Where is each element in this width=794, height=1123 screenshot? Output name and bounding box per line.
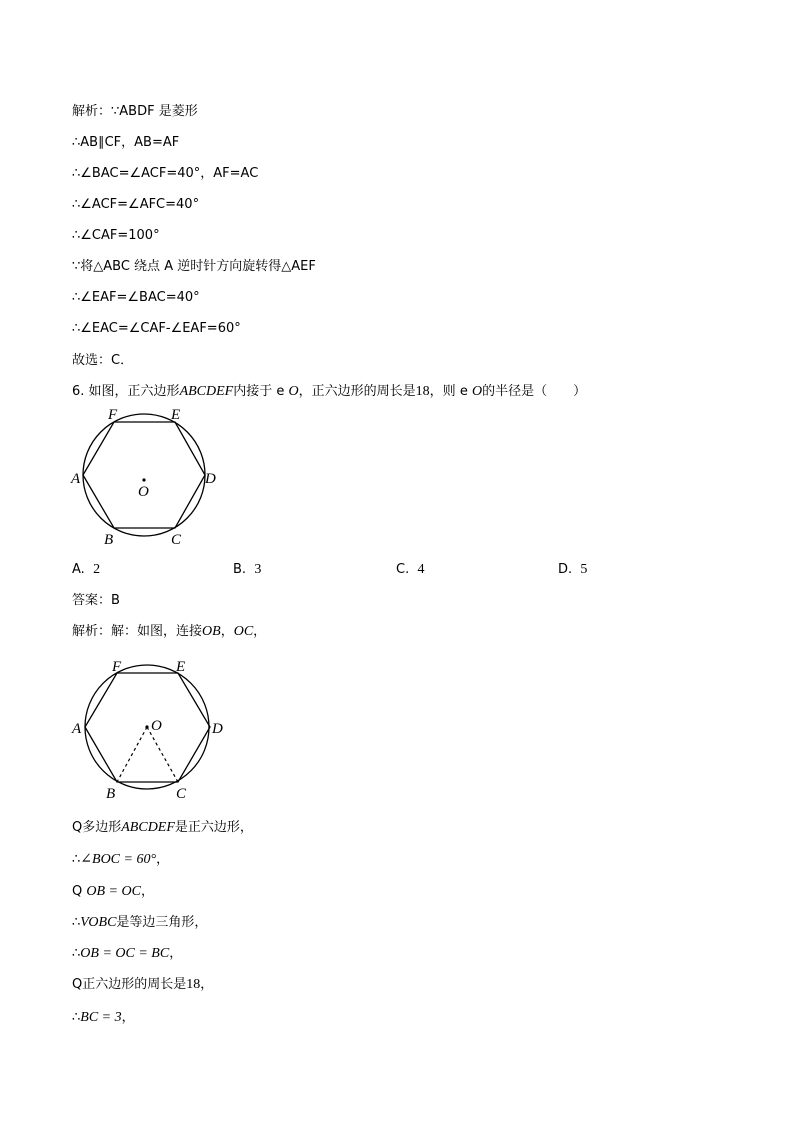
regular-hexagon bbox=[83, 422, 205, 528]
option-value: 3 bbox=[254, 562, 262, 577]
label-A: A bbox=[71, 471, 81, 487]
solution-prev-line-8: ∴∠EAC=∠CAF-∠EAF=60° bbox=[72, 321, 241, 336]
label-B: B bbox=[104, 532, 114, 548]
circle-name: O bbox=[471, 384, 483, 399]
question-text: ，则 bbox=[429, 384, 456, 399]
step-text: ， bbox=[200, 977, 214, 992]
answer-label: 答案： bbox=[72, 593, 112, 608]
option-letter: A. bbox=[72, 562, 85, 577]
label-C: C bbox=[176, 786, 187, 802]
question-6-stem bbox=[72, 384, 586, 400]
step-text: ， bbox=[156, 852, 170, 867]
circle-name: O bbox=[288, 384, 299, 399]
circumscribed-circle bbox=[83, 414, 205, 536]
label-D: D bbox=[212, 721, 223, 737]
answer-line bbox=[72, 593, 120, 609]
step-expression: ∠BOC = 60° bbox=[80, 852, 157, 867]
segment-ob: OB bbox=[202, 624, 221, 639]
question-text: 内接于 bbox=[233, 384, 273, 399]
hexagon-name: ABCDEF bbox=[179, 384, 234, 399]
step-expression: OB = OC = BC bbox=[80, 946, 170, 961]
option-a bbox=[72, 562, 100, 578]
solution-prev-line-5: ∴∠CAF=100° bbox=[72, 228, 160, 243]
question-number: 6. bbox=[72, 384, 85, 399]
hexagon-figure-solution bbox=[70, 655, 230, 803]
option-value: 2 bbox=[93, 562, 101, 577]
solution-step-2 bbox=[72, 852, 169, 868]
solution-step-5 bbox=[72, 946, 182, 962]
solution-step-3 bbox=[72, 884, 154, 900]
label-D: D bbox=[205, 471, 216, 487]
therefore-symbol: ∴ bbox=[72, 852, 81, 867]
since-symbol: Q bbox=[72, 977, 83, 992]
solution-step-7 bbox=[72, 1010, 135, 1026]
dashed-segment-oc bbox=[147, 727, 178, 782]
question-text: 的半径是（ ） bbox=[482, 384, 587, 399]
solution-text: ， bbox=[220, 624, 234, 639]
option-letter: D. bbox=[558, 562, 573, 577]
circle-symbol: e bbox=[276, 384, 285, 399]
label-C: C bbox=[171, 532, 182, 548]
step-expression: VOBC bbox=[80, 915, 117, 930]
segment-oc: OC bbox=[233, 624, 254, 639]
label-F: F bbox=[108, 407, 118, 423]
step-text: 是正六边形， bbox=[174, 820, 253, 835]
option-c bbox=[396, 562, 424, 578]
dashed-segment-ob bbox=[117, 727, 147, 782]
label-F: F bbox=[112, 659, 122, 675]
center-point bbox=[145, 725, 148, 728]
solution-intro bbox=[72, 624, 266, 640]
option-letter: B. bbox=[233, 562, 247, 577]
hexagon-figure-question bbox=[70, 405, 220, 550]
option-letter: C. bbox=[396, 562, 410, 577]
circle-symbol: e bbox=[459, 384, 468, 399]
step-expression: OB = OC bbox=[86, 884, 141, 899]
solution-text: 解析：解：如图，连接 bbox=[72, 624, 203, 639]
solution-prev-line-4: ∴∠ACF=∠AFC=40° bbox=[72, 197, 200, 212]
solution-prev-line-9: 故选：C． bbox=[72, 353, 134, 368]
option-b bbox=[233, 562, 261, 578]
label-O: O bbox=[151, 718, 162, 734]
therefore-symbol: ∴ bbox=[72, 915, 81, 930]
step-text: 多边形 bbox=[82, 820, 122, 835]
option-value: 5 bbox=[580, 562, 588, 577]
center-point bbox=[142, 478, 145, 481]
step-text: ， bbox=[169, 946, 183, 961]
solution-prev-line-3: ∴∠BAC=∠ACF=40°，AF=AC bbox=[72, 166, 259, 181]
question-text: 如图，正六边形 bbox=[88, 384, 180, 399]
label-E: E bbox=[176, 659, 186, 675]
step-expression: BC = 3 bbox=[80, 1010, 122, 1025]
answer-value: B bbox=[111, 593, 120, 608]
solution-prev-line-7: ∴∠EAF=∠BAC=40° bbox=[72, 290, 200, 305]
step-text: ， bbox=[121, 1010, 135, 1025]
step-text: ， bbox=[140, 884, 154, 899]
therefore-symbol: ∴ bbox=[72, 1010, 81, 1025]
label-O: O bbox=[138, 484, 149, 500]
label-B: B bbox=[106, 786, 116, 802]
solution-prev-line-6: ∵将△ABC 绕点 A 逆时针方向旋转得△AEF bbox=[72, 259, 316, 274]
solution-text: ， bbox=[253, 624, 267, 639]
perimeter-value: 18 bbox=[186, 977, 201, 992]
question-text: ，正六边形的周长是 bbox=[298, 384, 416, 399]
option-d bbox=[558, 562, 587, 578]
step-text: 是等边三角形， bbox=[116, 915, 208, 930]
step-text: 正六边形的周长是 bbox=[82, 977, 187, 992]
therefore-symbol: ∴ bbox=[72, 946, 81, 961]
option-value: 4 bbox=[417, 562, 425, 577]
perimeter-value: 18 bbox=[415, 384, 430, 399]
solution-step-1 bbox=[72, 820, 253, 836]
solution-prev-line-1: 解析：∵ABDF 是菱形 bbox=[72, 104, 198, 119]
solution-step-6 bbox=[72, 977, 213, 993]
solution-prev-line-2: ∴AB∥CF，AB=AF bbox=[72, 135, 180, 150]
label-E: E bbox=[171, 407, 181, 423]
hexagon-name: ABCDEF bbox=[121, 820, 175, 835]
label-A: A bbox=[72, 721, 82, 737]
since-symbol: Q bbox=[72, 820, 83, 835]
since-symbol: Q bbox=[72, 884, 83, 899]
solution-step-4 bbox=[72, 915, 207, 931]
